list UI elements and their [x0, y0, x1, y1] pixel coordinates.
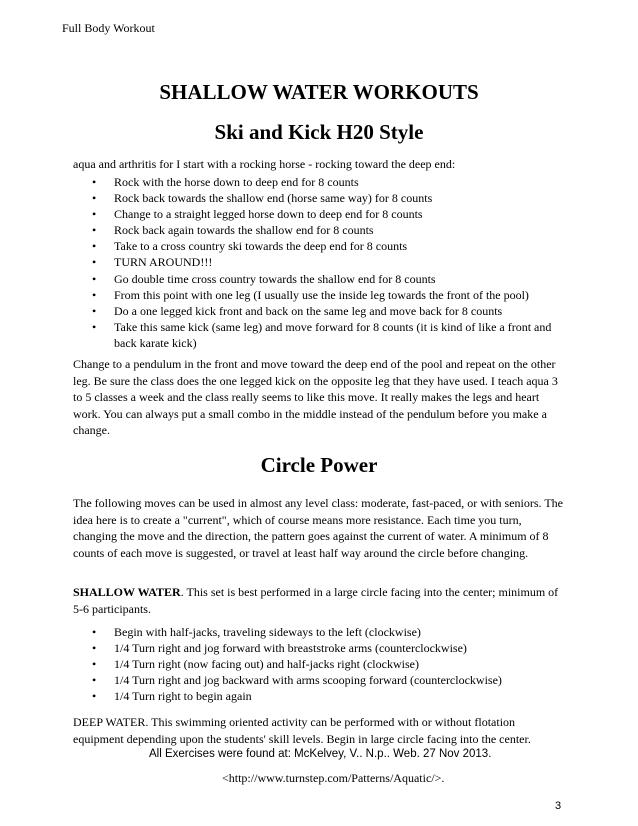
- citation-url: <http://www.turnstep.com/Patterns/Aquatic/>.: [222, 771, 445, 785]
- intro-paragraph: aqua and arthritis for I start with a rocking horse - rocking toward the deep end:: [73, 157, 456, 171]
- shallow-water-label: SHALLOW WATER: [73, 585, 181, 599]
- pendulum-paragraph: Change to a pendulum in the front and move toward the deep end of the pool and repeat on the other leg. Be sure the class does the one legged kick on the opposite leg that they have used. I teach aqua 3 to 5 classes a week and the class really seems to like this move. It really makes the legs and heart work. You can always put a small combo in the middle instead of the pendulum before you make a change.: [73, 357, 558, 437]
- deep-water-paragraph: DEEP WATER. This swimming oriented activity can be performed with or without flotation equipment depending upon the students' skill levels. Begin in large circle facing into the center.: [73, 715, 531, 746]
- shallow-water-paragraph: [73, 584, 563, 617]
- list-item: • 1/4 Turn right and jog forward with breaststroke arms (counterclockwise): [92, 640, 562, 656]
- section-title-ski-kick: Ski and Kick H20 Style: [214, 120, 424, 144]
- list-item: • Begin with half-jacks, traveling sideways to the left (clockwise): [92, 624, 562, 640]
- list-item: • 1/4 Turn right and jog backward with arms scooping forward (counterclockwise): [92, 672, 562, 688]
- list-item: • Rock with the horse down to deep end for 8 counts: [92, 174, 562, 190]
- list-item: • Go double time cross country towards the shallow end for 8 counts: [92, 271, 562, 287]
- section-title-circle-power: Circle Power: [260, 453, 378, 477]
- list-item: • Rock back again towards the shallow end for 8 counts: [92, 222, 562, 238]
- list-item: • 1/4 Turn right (now facing out) and half-jacks right (clockwise): [92, 656, 562, 672]
- ski-kick-list: [92, 174, 562, 351]
- list-item: • Take to a cross country ski towards the deep end for 8 counts: [92, 238, 562, 254]
- circle-moves-list: [92, 624, 562, 704]
- page-title: SHALLOW WATER WORKOUTS: [159, 80, 479, 104]
- list-item: • From this point with one leg (I usually use the inside leg towards the front of the pool): [92, 287, 562, 303]
- running-header: Full Body Workout: [62, 21, 155, 35]
- circle-power-paragraph: The following moves can be used in almost any level class: moderate, fast-paced, or with seniors. The idea here is to create a "current", which of course means more resistance. Each time you turn, changing the move and the direction, the pattern goes against the current of water. A minimum of 8 counts of each move is suggested, or travel at least half way around the circle before changing.: [73, 496, 563, 560]
- page-number: 3: [555, 800, 562, 812]
- list-item: • Rock back towards the shallow end (horse same way) for 8 counts: [92, 190, 562, 206]
- list-item: • Do a one legged kick front and back on the same leg and move back for 8 counts: [92, 303, 562, 319]
- list-item: • Change to a straight legged horse down to deep end for 8 counts: [92, 206, 562, 222]
- list-item: • Take this same kick (same leg) and move forward for 8 counts (it is kind of like a front and back karate kick): [92, 319, 562, 351]
- citation-source: All Exercises were found at: McKelvey, V.. N.p.. Web. 27 Nov 2013.: [149, 748, 492, 760]
- shallow-water-text: . This set is best performed in a large circle facing into the center; minimum of 5-6 participants.: [73, 585, 559, 616]
- list-item: • 1/4 Turn right to begin again: [92, 688, 562, 704]
- list-item: • TURN AROUND!!!: [92, 254, 562, 270]
